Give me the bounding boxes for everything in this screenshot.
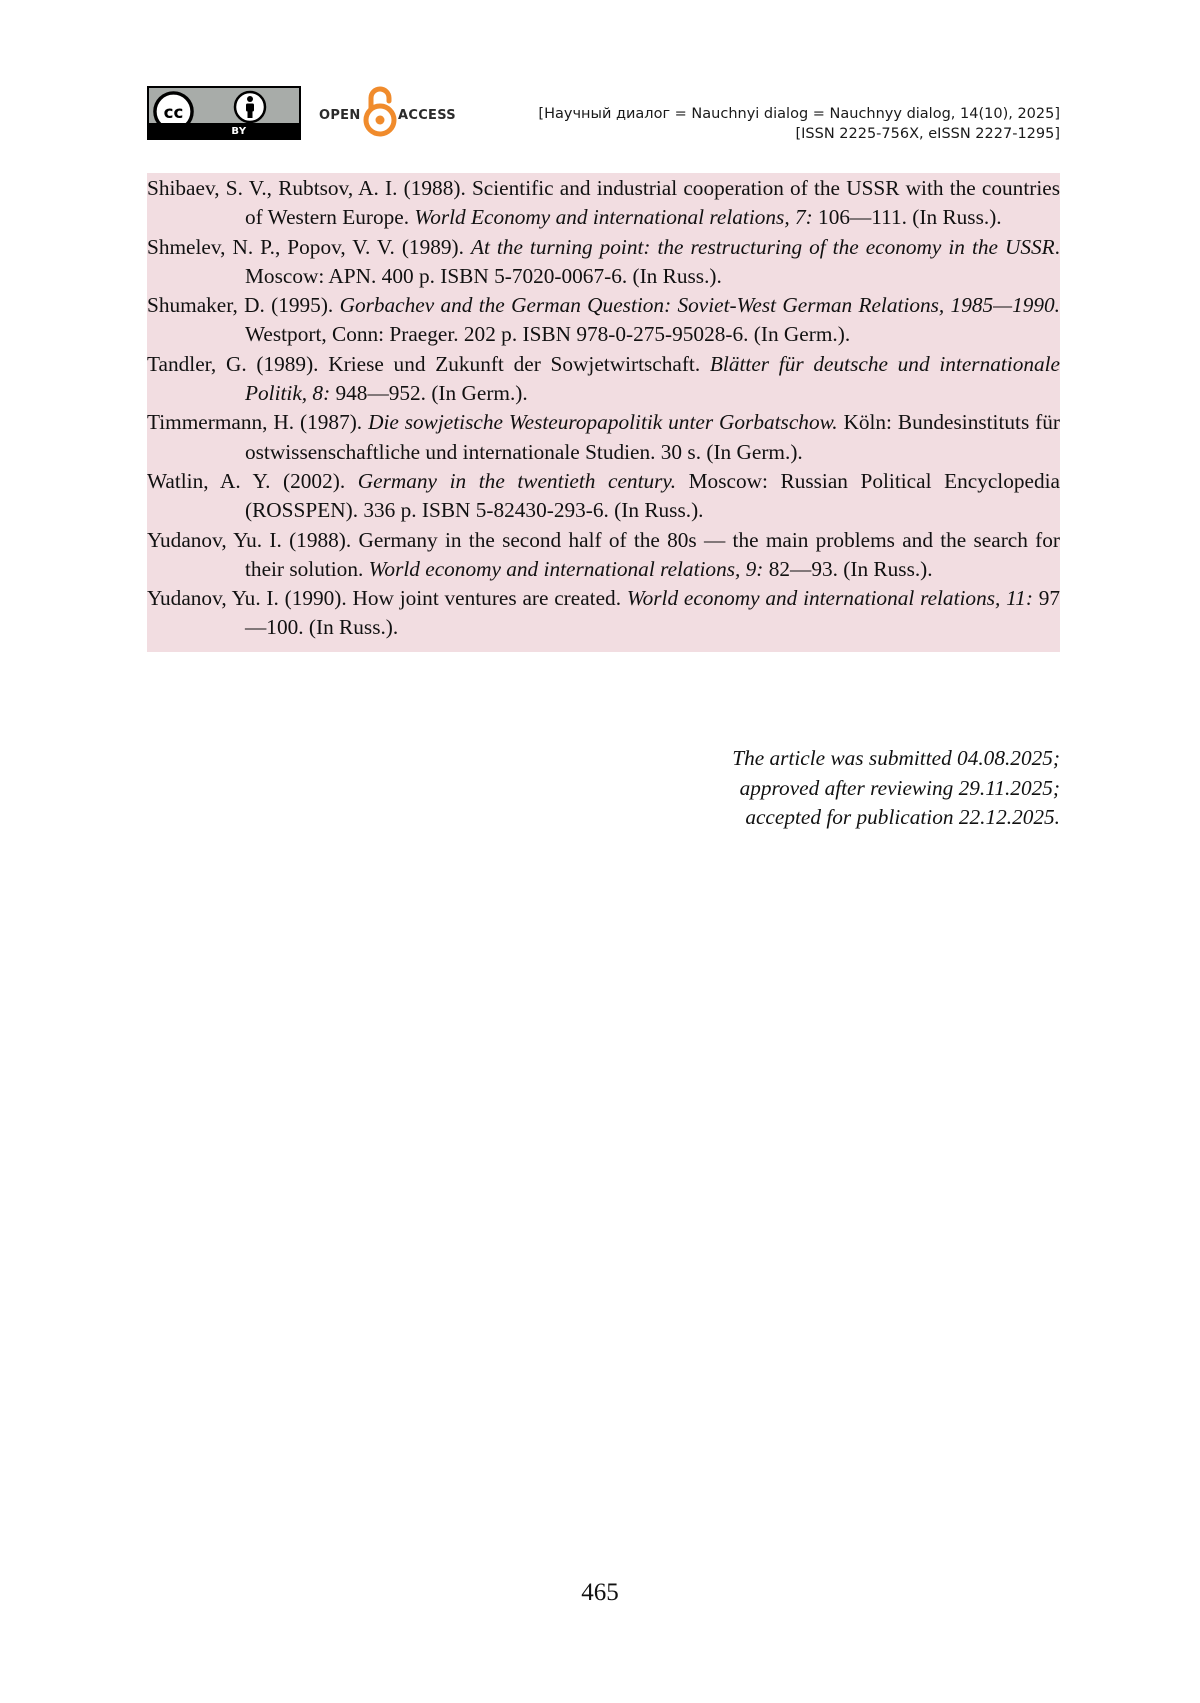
reference-source: World economy and international relations, 9: <box>368 556 764 581</box>
open-access-open-label: OPEN <box>319 108 361 123</box>
reference-item <box>147 584 1060 643</box>
reference-lead: Shibaev, S. V., Rubtsov, A. I. (1988). Scientific and industrial cooperation of the USSR with the countries of Western Europe. <box>147 176 1060 230</box>
approved-date: approved after reviewing 29.11.2025; <box>739 775 1060 800</box>
accepted-date: accepted for publication 22.12.2025. <box>745 805 1060 830</box>
reference-lead: Tandler, G. (1989). Kriese und Zukunft der Sowjetwirtschaft. <box>147 351 710 376</box>
reference-item <box>147 174 1060 233</box>
reference-item <box>147 291 1060 350</box>
reference-lead: Yudanov, Yu. I. (1988). Germany in the second half of the 80s — the main problems and the search for their solution. <box>147 527 1060 581</box>
reference-tail: Westport, Conn: Praeger. 202 p. ISBN 978-0-275-95028-6. (In Germ.). <box>245 322 851 347</box>
reference-source: Die sowjetische Westeuropapolitik unter Gorbatschow. <box>368 410 838 435</box>
reference-list <box>147 173 1060 652</box>
reference-lead: Timmermann, H. (1987). <box>147 410 369 435</box>
license-by-label: BY <box>231 126 247 137</box>
reference-tail: 97—100. (In Russ.). <box>245 586 1061 640</box>
open-access-logo <box>319 85 461 137</box>
reference-source: Gorbachev and the German Question: Soviet-West German Relations, 1985—1990. <box>339 293 1060 318</box>
reference-source: Blätter für deutsche und internationale Politik, 8: <box>245 351 1061 406</box>
reference-lead: Shmelev, N. P., Popov, V. V. (1989). <box>147 234 471 259</box>
reference-source: World economy and international relations, 11: <box>626 586 1033 611</box>
cc-by-license-badge <box>147 86 301 140</box>
reference-item <box>147 233 1060 292</box>
reference-source: Germany in the twentieth century. <box>357 468 677 493</box>
open-access-access-label: ACCESS <box>398 108 456 123</box>
open-lock-icon <box>363 85 397 137</box>
page-number: 465 <box>581 1579 619 1606</box>
reference-tail: Moscow: Russian Political Encyclopedia (ROSSPEN). 336 p. ISBN 5-82430-293-6. (In Russ.). <box>245 468 1060 523</box>
reference-tail: . Moscow: APN. 400 p. ISBN 5-7020-0067-6. (In Russ.). <box>245 234 1060 288</box>
svg-text:cc: cc <box>163 102 184 122</box>
journal-citation-line: [Научный диалог = Nauchnyi dialog = Nauchnyy dialog, 14(10), 2025] <box>538 106 1060 122</box>
reference-tail: 948—952. (In Germ.). <box>330 381 528 406</box>
reference-lead: Watlin, A. Y. (2002). <box>147 468 358 493</box>
journal-issn-line: [ISSN 2225-756X, eISSN 2227-1295] <box>795 126 1060 142</box>
attribution-person-icon <box>233 90 267 124</box>
reference-tail: 82—93. (In Russ.). <box>763 556 933 581</box>
reference-source: At the turning point: the restructuring of the economy in the USSR <box>470 234 1055 259</box>
journal-info <box>538 104 1060 144</box>
reference-source: World Economy and international relations, 7: <box>414 205 813 230</box>
submitted-date: The article was submitted 04.08.2025; <box>732 746 1060 770</box>
reference-item <box>147 408 1060 467</box>
reference-lead: Yudanov, Yu. I. (1990). How joint ventures are created. <box>147 586 627 611</box>
reference-item <box>147 467 1060 526</box>
reference-tail: Köln: Bundesinstituts für ostwissenschaftliche und internationale Studien. 30 s. (In Germ.). <box>245 410 1060 464</box>
reference-lead: Shumaker, D. (1995). <box>147 293 340 318</box>
reference-item <box>147 526 1060 585</box>
reference-item <box>147 350 1060 409</box>
reference-tail: 106—111. (In Russ.). <box>812 205 1002 230</box>
article-dates <box>732 744 1060 833</box>
